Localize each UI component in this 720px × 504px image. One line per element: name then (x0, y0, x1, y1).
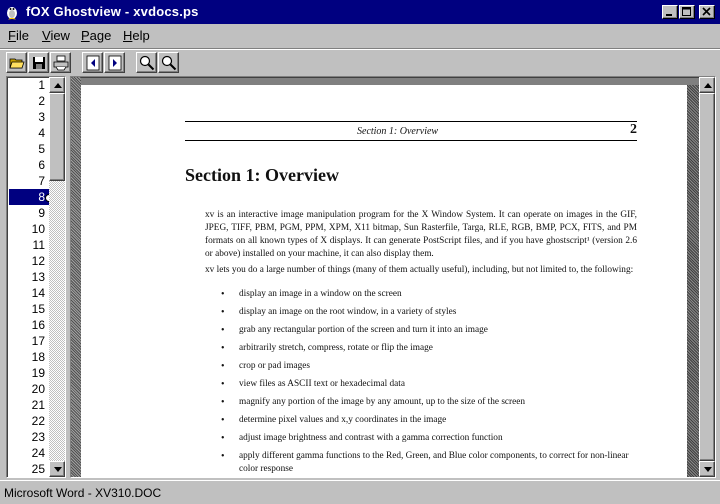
page-list-item[interactable]: 11 (32, 238, 45, 252)
page-border-left (71, 77, 81, 478)
page-list-item[interactable]: 19 (31, 366, 45, 380)
feature-list (221, 288, 641, 478)
page-list-item[interactable]: 1 (38, 78, 45, 92)
close-button[interactable] (699, 5, 715, 19)
page-list-item[interactable]: 22 (31, 414, 45, 428)
feature-list-item: • grab any rectangular portion of the screen and turn it into an image (221, 324, 641, 337)
page-list[interactable] (6, 76, 66, 478)
page-list-item[interactable]: 16 (31, 318, 45, 332)
menu-help-mnemonic: H (123, 28, 133, 43)
feature-list-item: • display an image on the root window, in a variety of styles (221, 306, 641, 319)
header-rule-top (185, 121, 637, 122)
page-list-item[interactable]: 7 (38, 174, 45, 188)
arrow-right-icon (107, 55, 123, 71)
minimize-button[interactable] (662, 5, 678, 19)
window-title: fOX Ghostview - xvdocs.ps (26, 4, 199, 19)
scroll-up-button[interactable] (49, 77, 65, 93)
page-list-item[interactable]: 24 (31, 446, 45, 460)
page-list-item[interactable]: 3 (38, 110, 45, 124)
page-list-item[interactable]: 6 (38, 158, 45, 172)
page-list-item[interactable]: 17 (31, 334, 45, 348)
zoom-out-button[interactable] (158, 52, 179, 73)
arrow-down-icon (704, 467, 712, 472)
page-list-item[interactable]: 4 (38, 126, 45, 140)
document-page (81, 85, 687, 478)
document-view[interactable] (70, 76, 716, 478)
page-number: 2 (630, 122, 637, 137)
page-list-item[interactable]: 13 (31, 270, 45, 284)
penguin-icon[interactable] (4, 4, 20, 20)
menu-help[interactable] (123, 28, 150, 43)
document-scrollbar[interactable] (699, 77, 715, 477)
folder-open-icon (9, 55, 25, 71)
page-list-item[interactable]: 10 (31, 222, 45, 236)
menu-view[interactable] (42, 28, 70, 43)
prev-page-button[interactable] (82, 52, 103, 73)
page-list-item[interactable]: 2 (38, 94, 45, 108)
save-button[interactable] (28, 52, 49, 73)
menu-file[interactable] (8, 28, 29, 43)
feature-list-item: • arbitrarily stretch, compress, rotate or flip the image (221, 342, 641, 355)
open-button[interactable] (6, 52, 27, 73)
close-icon (700, 6, 714, 18)
header-rule-bottom (185, 140, 637, 141)
page-list-item[interactable]: 14 (31, 286, 45, 300)
doc-scroll-down-button[interactable] (699, 461, 715, 477)
paragraph-intro: xv is an interactive image manipulation program for the X Window System. It can operate on images in the GIF, JPEG, TIFF, PBM, PGM, PPM, XPM, X11 bitmap, Sun Rasterfile, Targa, RLE, RGB, BMP, PCX, FITS, and PM formats on all known types of X displays. It can generate PostScript files, and if you have ghostscript¹ (version 2.6 or above) installed on your machine, it can also display them. (205, 210, 637, 259)
page-list-item[interactable]: 21 (31, 398, 45, 412)
title-bar[interactable] (0, 0, 720, 24)
page-list-item[interactable]: 8 (9, 189, 49, 205)
page-list-item[interactable]: 18 (31, 350, 45, 364)
floppy-disk-icon (31, 55, 47, 71)
section-title: Section 1: Overview (185, 165, 339, 185)
arrow-up-icon (54, 83, 62, 88)
menu-help-label: elp (132, 28, 150, 43)
page-list-item[interactable]: 12 (31, 254, 45, 268)
menu-file-label: ile (15, 28, 29, 43)
running-head: Section 1: Overview (357, 126, 439, 137)
menu-bar (0, 24, 720, 46)
menu-page-mnemonic: P (81, 28, 90, 43)
menu-view-label: iew (50, 28, 70, 43)
scroll-thumb[interactable] (49, 93, 65, 181)
doc-scroll-thumb[interactable] (699, 93, 715, 461)
menu-page[interactable] (81, 28, 111, 43)
feature-list-item: • magnify any portion of the image by any amount, up to the size of the screen (221, 396, 641, 409)
page-list-item[interactable]: 20 (31, 382, 45, 396)
menu-view-mnemonic: V (42, 28, 51, 43)
status-bar (0, 480, 720, 504)
feature-list-item: • apply different gamma functions to the Red, Green, and Blue color components, to correct for non-linear color response (221, 450, 641, 476)
paragraph-features: xv lets you do a large number of things (many of them actually useful), including, but not limited to, the following: (205, 265, 634, 275)
maximize-icon (680, 6, 694, 18)
page-list-item[interactable]: 5 (38, 142, 45, 156)
magnifier-minus-icon (161, 55, 177, 71)
magnifier-plus-icon (139, 55, 155, 71)
menu-page-label: age (89, 28, 112, 43)
printer-icon (53, 55, 69, 71)
page-list-item[interactable]: 23 (31, 430, 45, 444)
page-list-item[interactable]: 9 (38, 206, 45, 220)
menu-file-mnemonic: F (8, 28, 16, 43)
feature-list-item: • determine pixel values and x,y coordinates in the image (221, 414, 641, 427)
arrow-left-icon (85, 55, 101, 71)
feature-list-item: • display an image in a window on the screen (221, 288, 641, 301)
minimize-icon (663, 6, 677, 18)
print-button[interactable] (50, 52, 71, 73)
status-text: Microsoft Word - XV310.DOC (4, 486, 162, 500)
arrow-down-icon (54, 467, 62, 472)
scroll-down-button[interactable] (49, 461, 65, 477)
next-page-button[interactable] (104, 52, 125, 73)
doc-scroll-up-button[interactable] (699, 77, 715, 93)
maximize-button[interactable] (679, 5, 695, 19)
page-list-item[interactable]: 15 (31, 302, 45, 316)
page-list-scrollbar[interactable] (49, 77, 65, 477)
feature-list-item: • adjust image brightness and contrast with a gamma correction function (221, 432, 641, 445)
zoom-in-button[interactable] (136, 52, 157, 73)
tool-bar (0, 48, 720, 74)
feature-list-item: • crop or pad images (221, 360, 641, 373)
page-list-item[interactable]: 25 (31, 462, 45, 476)
feature-list-item: • view files as ASCII text or hexadecimal data (221, 378, 641, 391)
arrow-up-icon (704, 83, 712, 88)
